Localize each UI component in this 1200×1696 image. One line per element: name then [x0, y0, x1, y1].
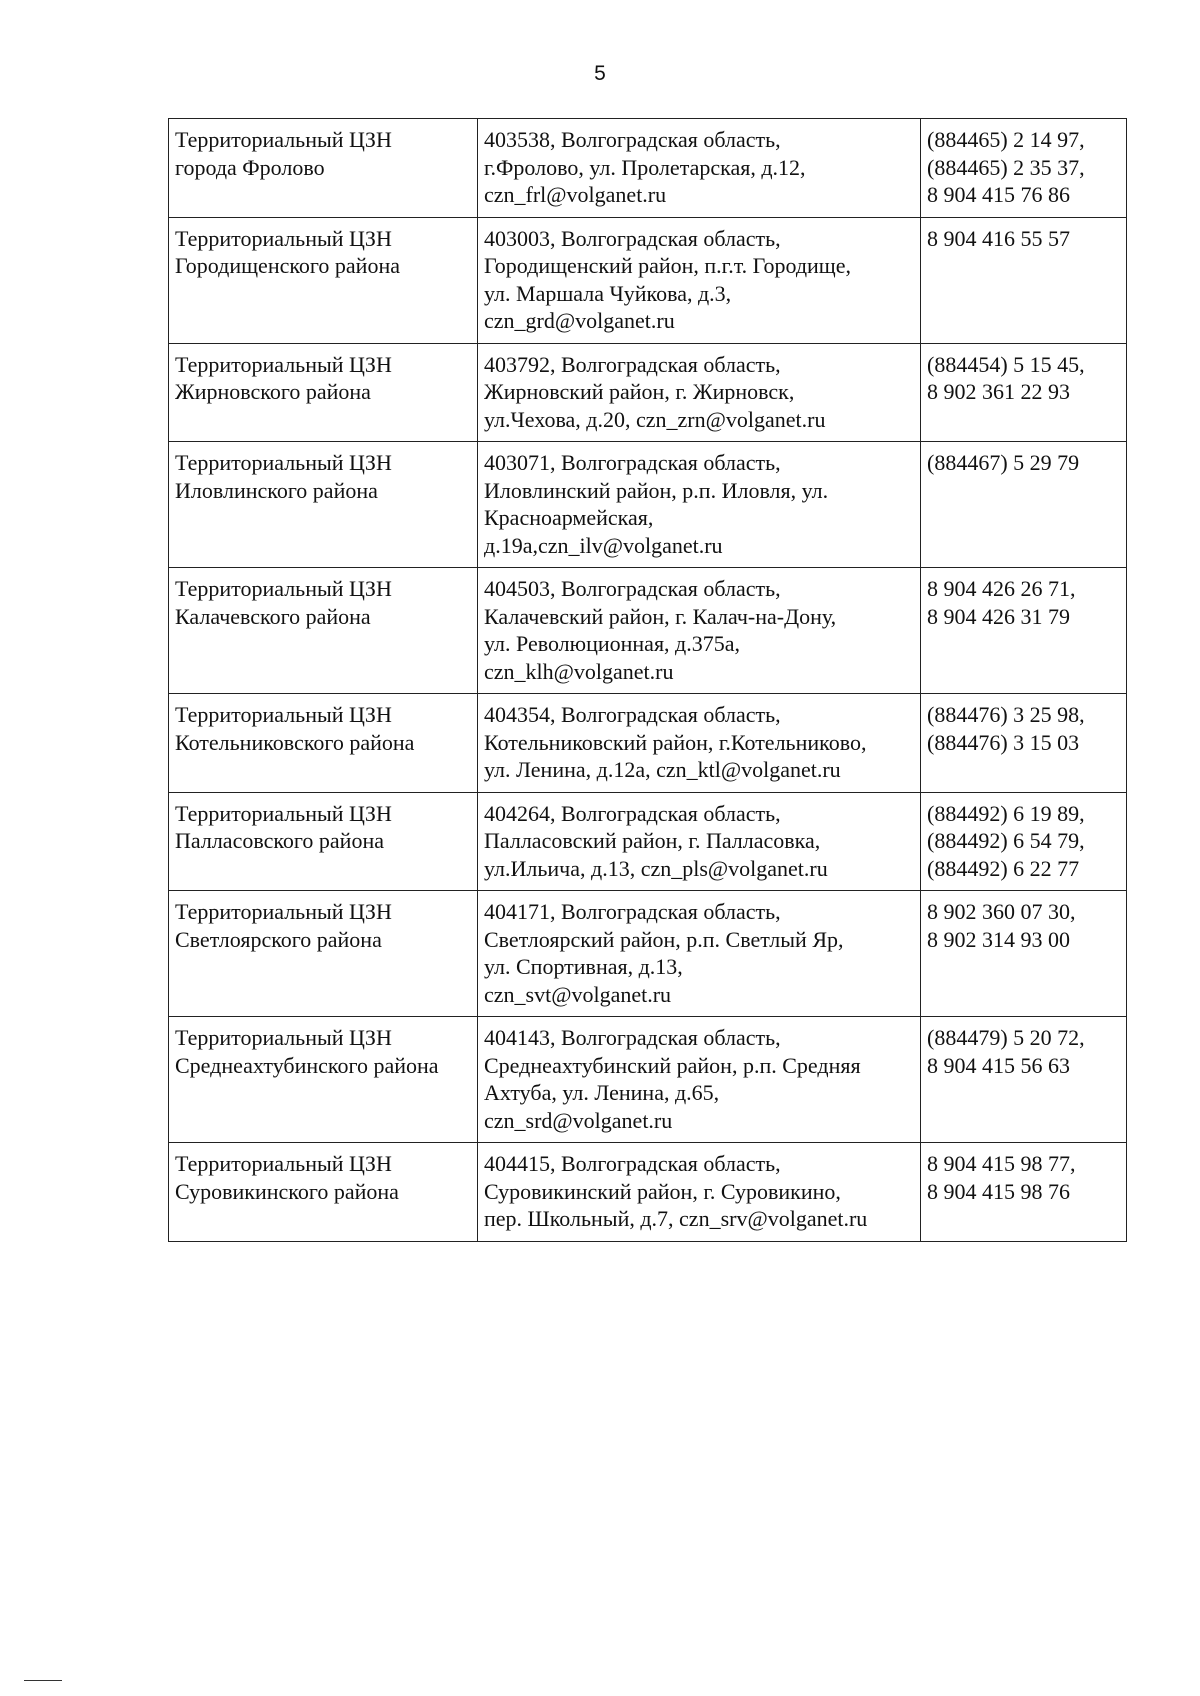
phone-line: (884465) 2 14 97, — [927, 127, 1085, 152]
phone-line: 8 904 416 55 57 — [927, 225, 1070, 251]
center-name-line: Территориальный ЦЗН — [175, 899, 392, 924]
center-name-line: Городищенского района — [175, 253, 400, 278]
phone-line: (884476) 3 25 98, — [927, 702, 1085, 727]
center-name-cell — [169, 1017, 478, 1143]
center-name-cell — [169, 1143, 478, 1242]
table-row — [169, 1017, 1127, 1143]
center-name-line: города Фролово — [175, 154, 325, 180]
address-cell — [478, 792, 921, 891]
phone-line: 8 904 415 98 77, — [927, 1151, 1076, 1176]
address-line: Палласовский район, г. Палласовка, — [484, 828, 821, 853]
address-line: Ахтуба, ул. Ленина, д.65, — [484, 1080, 720, 1105]
phone-line: 8 904 415 76 86 — [927, 182, 1070, 207]
address-line: 404143, Волгоградская область, — [484, 1025, 781, 1050]
address-line: Жирновский район, г. Жирновск, — [484, 379, 795, 404]
center-name-cell — [169, 119, 478, 218]
center-name-line: Территориальный ЦЗН — [175, 351, 392, 377]
phone-cell — [921, 442, 1127, 568]
phone-cell — [921, 343, 1127, 442]
table-row — [169, 694, 1127, 793]
center-name-cell — [169, 792, 478, 891]
address-cell — [478, 694, 921, 793]
address-line: пер. Школьный, д.7, czn_srv@volganet.ru — [484, 1206, 868, 1231]
address-line: ул.Ильича, д.13, czn_pls@volganet.ru — [484, 855, 828, 881]
address-line: 403538, Волгоградская область, — [484, 127, 781, 152]
center-name-line: Суровикинского района — [175, 1178, 399, 1204]
center-name-line: Территориальный ЦЗН — [175, 702, 392, 727]
table-row — [169, 891, 1127, 1017]
address-line: ул. Маршала Чуйкова, д.3, — [484, 280, 732, 306]
phone-line: 8 904 415 56 63 — [927, 1052, 1070, 1078]
center-name-cell — [169, 442, 478, 568]
phone-line: (884492) 6 22 77 — [927, 855, 1080, 881]
address-cell — [478, 891, 921, 1017]
center-name-cell — [169, 891, 478, 1017]
center-name-line: Среднеахтубинского района — [175, 1052, 439, 1078]
table-row — [169, 792, 1127, 891]
table-row — [169, 119, 1127, 218]
address-line: Котельниковский район, г.Котельниково, — [484, 729, 867, 755]
address-line: czn_klh@volganet.ru — [484, 658, 674, 684]
phone-cell — [921, 694, 1127, 793]
address-line: 404503, Волгоградская область, — [484, 576, 781, 601]
center-name-line: Котельниковского района — [175, 729, 415, 755]
phone-line: 8 904 426 26 71, — [927, 576, 1076, 601]
address-line: 403792, Волгоградская область, — [484, 351, 781, 377]
address-line: 403003, Волгоградская область, — [484, 225, 781, 251]
address-line: Красноармейская, — [484, 505, 654, 530]
phone-line: 8 902 361 22 93 — [927, 379, 1070, 404]
address-cell — [478, 217, 921, 343]
address-cell — [478, 1017, 921, 1143]
center-name-line: Жирновского района — [175, 379, 371, 404]
phone-cell — [921, 119, 1127, 218]
address-line: д.19а,czn_ilv@volganet.ru — [484, 532, 723, 558]
address-line: czn_svt@volganet.ru — [484, 981, 672, 1007]
page-number: 5 — [594, 62, 606, 85]
center-name-line: Палласовского района — [175, 828, 384, 853]
address-cell — [478, 442, 921, 568]
phone-line: (884479) 5 20 72, — [927, 1025, 1085, 1050]
address-line: Суровикинский район, г. Суровикино, — [484, 1178, 841, 1204]
phone-line: 8 902 360 07 30, — [927, 899, 1076, 924]
phone-line: 8 902 314 93 00 — [927, 926, 1070, 952]
phone-line: (884492) 6 19 89, — [927, 800, 1085, 826]
center-name-line: Светлоярского района — [175, 926, 382, 952]
address-line: г.Фролово, ул. Пролетарская, д.12, — [484, 154, 806, 180]
phone-line: (884467) 5 29 79 — [927, 450, 1080, 475]
table-row — [169, 343, 1127, 442]
table-body — [169, 119, 1127, 1242]
address-line: ул. Революционная, д.375а, — [484, 631, 741, 656]
phone-line: (884492) 6 54 79, — [927, 828, 1085, 853]
phone-cell — [921, 792, 1127, 891]
address-cell — [478, 343, 921, 442]
center-name-line: Территориальный ЦЗН — [175, 1151, 392, 1176]
phone-cell — [921, 891, 1127, 1017]
address-cell — [478, 119, 921, 218]
address-line: czn_grd@volganet.ru — [484, 308, 675, 333]
table-row — [169, 1143, 1127, 1242]
address-line: Иловлинский район, р.п. Иловля, ул. — [484, 477, 829, 503]
phone-cell — [921, 217, 1127, 343]
center-name-line: Иловлинского района — [175, 477, 378, 503]
center-name-line: Территориальный ЦЗН — [175, 1025, 392, 1050]
address-cell — [478, 1143, 921, 1242]
center-name-line: Территориальный ЦЗН — [175, 450, 392, 475]
address-line: 404354, Волгоградская область, — [484, 702, 781, 727]
table-row — [169, 217, 1127, 343]
phone-line: (884476) 3 15 03 — [927, 729, 1080, 755]
center-name-line: Территориальный ЦЗН — [175, 576, 392, 601]
phone-line: 8 904 426 31 79 — [927, 603, 1070, 629]
employment-centers-table — [168, 118, 1127, 1242]
center-name-line: Территориальный ЦЗН — [175, 127, 392, 152]
margin-mark — [24, 1680, 62, 1681]
center-name-cell — [169, 568, 478, 694]
address-line: 404264, Волгоградская область, — [484, 800, 781, 826]
center-name-line: Калачевского района — [175, 603, 371, 629]
address-line: Среднеахтубинский район, р.п. Средняя — [484, 1052, 861, 1078]
address-line: Калачевский район, г. Калач-на-Дону, — [484, 603, 837, 629]
address-line: czn_srd@volganet.ru — [484, 1107, 673, 1133]
table-row — [169, 442, 1127, 568]
address-line: ул. Ленина, д.12а, czn_ktl@volganet.ru — [484, 757, 841, 782]
address-line: 404171, Волгоградская область, — [484, 899, 781, 924]
center-name-cell — [169, 694, 478, 793]
center-name-cell — [169, 343, 478, 442]
phone-line: (884465) 2 35 37, — [927, 154, 1085, 180]
address-line: ул.Чехова, д.20, czn_zrn@volganet.ru — [484, 406, 826, 432]
phone-cell — [921, 1143, 1127, 1242]
address-line: ул. Спортивная, д.13, — [484, 954, 683, 979]
address-line: czn_frl@volganet.ru — [484, 182, 667, 207]
center-name-line: Территориальный ЦЗН — [175, 800, 392, 826]
phone-line: (884454) 5 15 45, — [927, 351, 1085, 377]
address-line: 403071, Волгоградская область, — [484, 450, 781, 475]
address-line: 404415, Волгоградская область, — [484, 1151, 781, 1176]
center-name-line: Территориальный ЦЗН — [175, 225, 392, 251]
address-line: Городищенский район, п.г.т. Городище, — [484, 253, 852, 278]
table-row — [169, 568, 1127, 694]
center-name-cell — [169, 217, 478, 343]
address-line: Светлоярский район, р.п. Светлый Яр, — [484, 926, 844, 952]
phone-cell — [921, 1017, 1127, 1143]
address-cell — [478, 568, 921, 694]
phone-cell — [921, 568, 1127, 694]
phone-line: 8 904 415 98 76 — [927, 1178, 1070, 1204]
